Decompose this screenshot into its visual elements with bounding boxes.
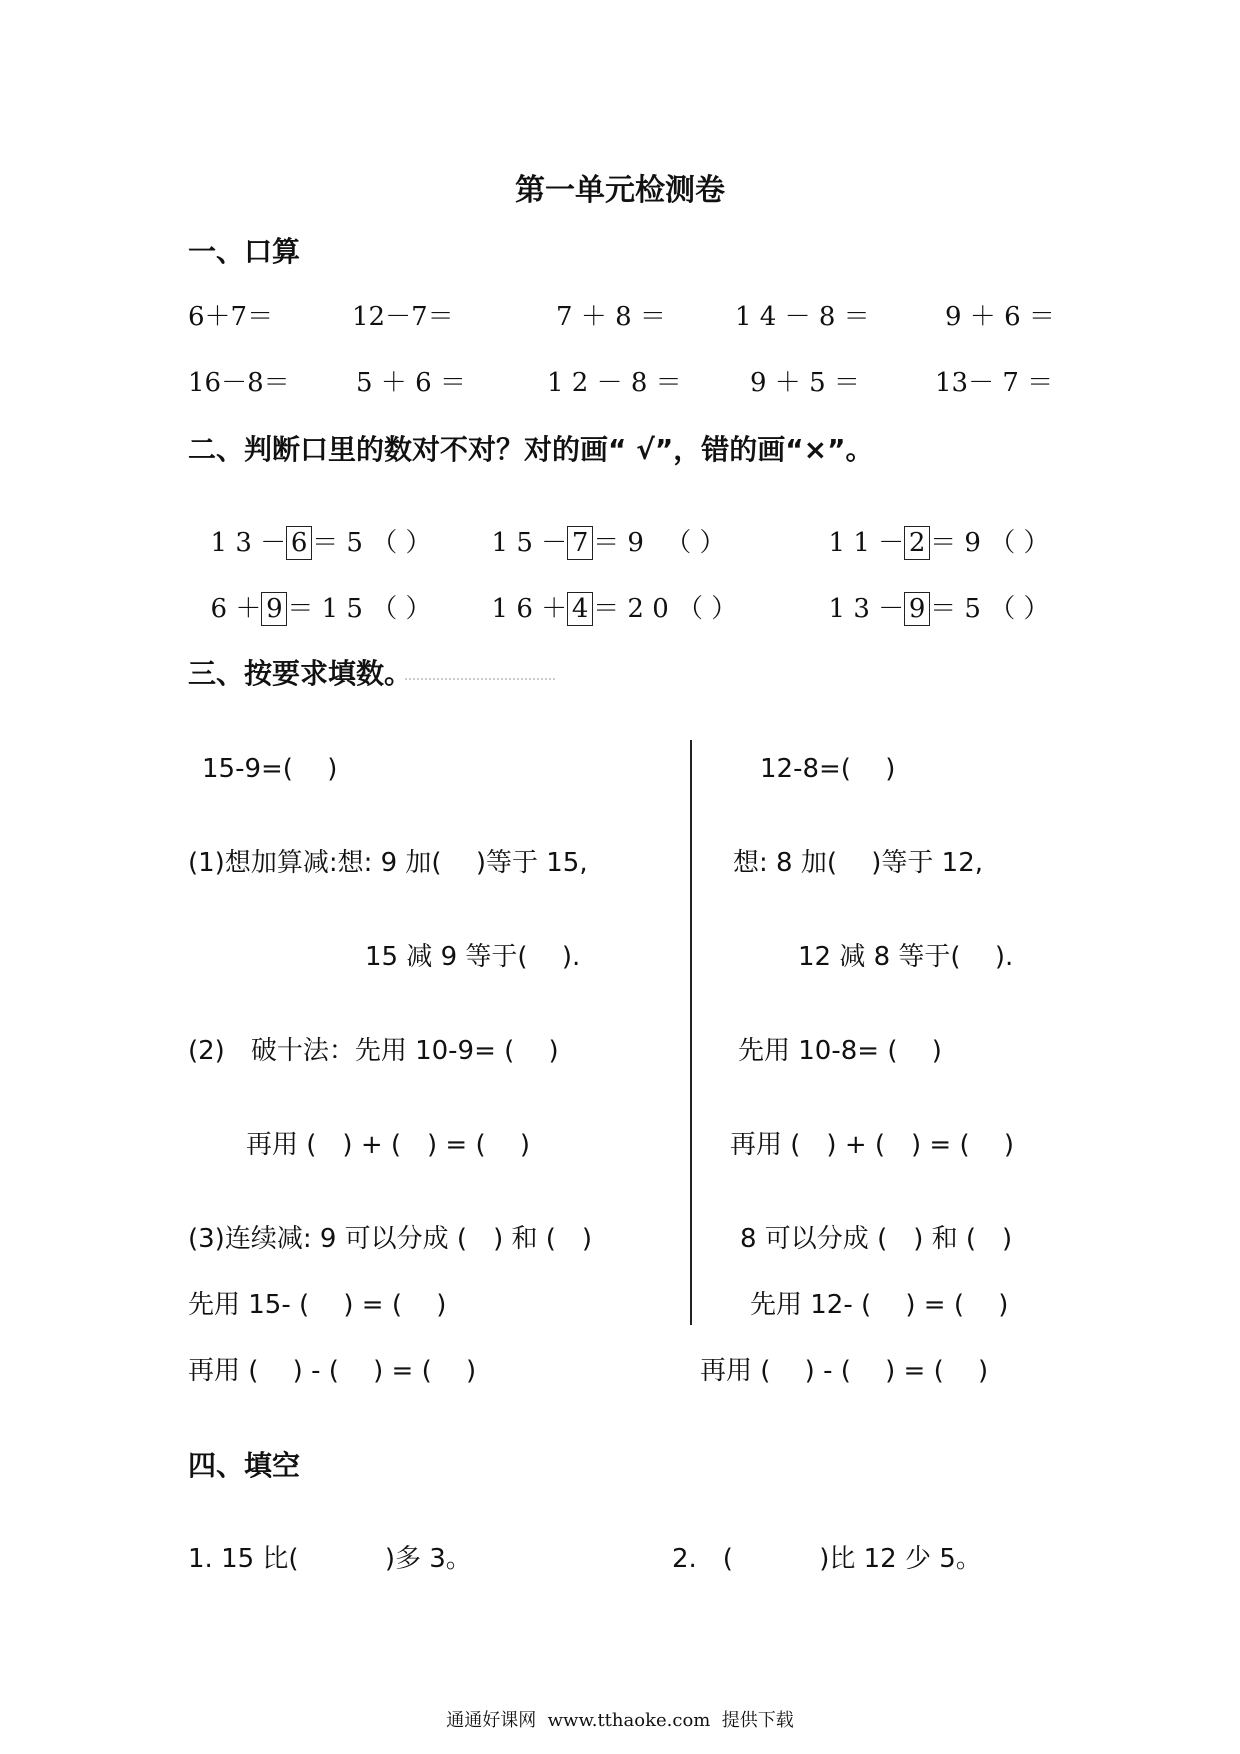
exercise-1-2: 12－7＝	[352, 302, 454, 332]
judge-box: 2	[904, 526, 930, 560]
dotted-leader	[405, 678, 555, 680]
section-1-heading: 一、口算	[188, 235, 301, 268]
exercise-2-2: 5 ＋ 6 ＝	[356, 368, 466, 398]
exercise-1-5: 9 ＋ 6 ＝	[945, 302, 1055, 332]
left-line-6: 先用 15- ( ) = ( )	[188, 1290, 447, 1320]
column-divider	[690, 740, 692, 1325]
right-line-5: 8 可以分成 ( ) 和 ( )	[740, 1224, 1013, 1254]
judge-item-post: ＝ 5 （ ）	[312, 528, 432, 558]
judge-box: 7	[567, 526, 593, 560]
exercise-2-4: 9 ＋ 5 ＝	[750, 368, 860, 398]
judge-item-3	[812, 492, 1050, 560]
judge-item-post: ＝ 5 （ ）	[930, 594, 1050, 624]
judge-item-pre: 1 5 －	[491, 528, 568, 558]
left-line-3: (2) 破十法：先用 10-9= ( )	[188, 1036, 559, 1066]
right-line-6: 先用 12- ( ) = ( )	[750, 1290, 1009, 1320]
exercise-1-1: 6＋7＝	[188, 302, 274, 332]
judge-item-pre: 6 ＋	[210, 594, 262, 624]
section-2-heading: 二、判断口里的数对不对？对的画“ √”，错的画“×”。	[188, 433, 874, 466]
left-line-2: 15 减 9 等于( ).	[365, 942, 581, 972]
judge-item-4	[194, 558, 432, 626]
judge-item-pre: 1 1 －	[828, 528, 905, 558]
section-3-heading: 三、按要求填数。	[188, 657, 413, 690]
right-line-1: 想: 8 加( )等于 12,	[733, 848, 983, 878]
judge-item-pre: 1 3 －	[828, 594, 905, 624]
exercise-1-4: 1 4 － 8 ＝	[735, 302, 870, 332]
fill-question-2: 2. ( )比 12 少 5。	[672, 1544, 982, 1574]
judge-box: 9	[261, 592, 287, 626]
exercise-1-3: 7 ＋ 8 ＝	[556, 302, 666, 332]
judge-item-post: ＝ 9 （ ）	[930, 528, 1050, 558]
page-title: 第一单元检测卷	[515, 173, 725, 208]
footer: 通通好课网 www.tthaoke.com 提供下载	[446, 1710, 794, 1731]
left-line-5: (3)连续减: 9 可以分成 ( ) 和 ( )	[188, 1224, 593, 1254]
right-line-4: 再用 ( ) + ( ) = ( )	[730, 1130, 1015, 1160]
left-line-4: 再用 ( ) + ( ) = ( )	[246, 1130, 531, 1160]
judge-item-post: ＝ 9 （ ）	[593, 528, 726, 558]
judge-item-pre: 1 6 ＋	[491, 594, 568, 624]
section-4-heading: 四、填空	[188, 1449, 301, 1482]
judge-box: 6	[286, 526, 312, 560]
judge-item-2	[475, 492, 726, 560]
judge-item-5	[475, 558, 737, 626]
judge-item-post: ＝ 2 0 （ ）	[593, 594, 738, 624]
judge-box: 4	[567, 592, 593, 626]
right-line-7: 再用 ( ) - ( ) = ( )	[700, 1356, 989, 1386]
exercise-2-1: 16－8＝	[188, 368, 290, 398]
judge-item-pre: 1 3 －	[210, 528, 287, 558]
judge-item-6	[812, 558, 1050, 626]
judge-item-post: ＝ 1 5 （ ）	[287, 594, 432, 624]
exercise-2-3: 1 2 － 8 ＝	[547, 368, 682, 398]
fill-question-1: 1. 15 比( )多 3。	[188, 1544, 472, 1574]
left-equation: 15-9=( )	[202, 754, 338, 784]
right-equation: 12-8=( )	[760, 754, 896, 784]
right-line-2: 12 减 8 等于( ).	[798, 942, 1014, 972]
exercise-2-5: 13－ 7 ＝	[935, 368, 1054, 398]
right-line-3: 先用 10-8= ( )	[738, 1036, 942, 1066]
judge-box: 9	[904, 592, 930, 626]
judge-item-1	[194, 492, 432, 560]
left-line-1: (1)想加算减:想: 9 加( )等于 15,	[188, 848, 588, 878]
left-line-7: 再用 ( ) - ( ) = ( )	[188, 1356, 477, 1386]
